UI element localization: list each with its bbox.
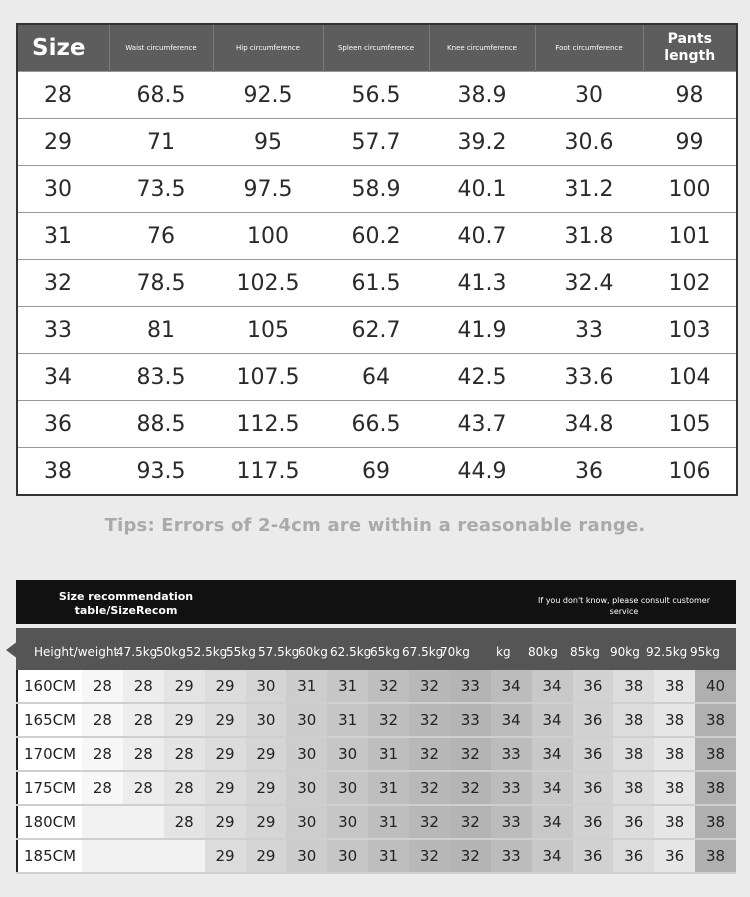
measurement-cell: 33.6 xyxy=(535,354,643,401)
measurement-cell: 36 xyxy=(535,448,643,496)
size-cell: 33 xyxy=(17,307,109,354)
size-cell: 30 xyxy=(17,166,109,213)
recommended-size-cell: 34 xyxy=(532,670,573,703)
weight-label: 62.5kg xyxy=(330,645,372,659)
recommended-size-cell: 36 xyxy=(573,839,614,873)
header-hip: Hip circumference xyxy=(213,24,323,72)
measurement-cell: 101 xyxy=(643,213,737,260)
measurement-cell: 117.5 xyxy=(213,448,323,496)
recommended-size-cell: 28 xyxy=(164,805,205,839)
table-row xyxy=(17,448,737,496)
recommended-size-cell: 38 xyxy=(695,771,736,805)
size-cell: 28 xyxy=(17,72,109,119)
recommended-size-cell: 38 xyxy=(695,805,736,839)
recommended-size-cell xyxy=(123,805,164,839)
recommended-size-cell: 31 xyxy=(327,670,368,703)
table-row xyxy=(17,737,736,771)
height-cell: 185CM xyxy=(17,839,82,873)
measurement-cell: 57.7 xyxy=(323,119,429,166)
recommended-size-cell: 34 xyxy=(532,839,573,873)
recommended-size-cell: 38 xyxy=(613,670,654,703)
measurement-cell: 100 xyxy=(643,166,737,213)
recommended-size-cell: 36 xyxy=(573,703,614,737)
recommended-size-cell: 29 xyxy=(246,737,287,771)
recommended-size-cell: 29 xyxy=(246,839,287,873)
recommended-size-cell: 32 xyxy=(450,737,491,771)
recommended-size-cell: 29 xyxy=(205,703,246,737)
measurement-cell: 68.5 xyxy=(109,72,213,119)
recommended-size-cell: 38 xyxy=(654,805,695,839)
recommended-size-cell: 32 xyxy=(368,670,409,703)
table-row xyxy=(17,72,737,119)
recommended-size-cell: 38 xyxy=(654,670,695,703)
measurement-cell: 73.5 xyxy=(109,166,213,213)
measurement-cell: 41.3 xyxy=(429,260,535,307)
header-spleen: Spleen circumference xyxy=(323,24,429,72)
recommended-size-cell: 34 xyxy=(491,670,532,703)
recommendation-header xyxy=(16,580,736,624)
recommendation-note: If you don't know, please consult customer service xyxy=(537,596,711,616)
weight-label: 92.5kg xyxy=(646,645,688,659)
recommended-size-cell: 33 xyxy=(491,737,532,771)
measurement-cell: 42.5 xyxy=(429,354,535,401)
table-row xyxy=(17,119,737,166)
recommended-size-cell: 34 xyxy=(532,703,573,737)
recommended-size-cell: 36 xyxy=(573,737,614,771)
recommended-size-cell: 28 xyxy=(123,670,164,703)
recommendation-title: Size recommendation table/SizeRecom xyxy=(58,590,194,617)
recommended-size-cell: 31 xyxy=(368,737,409,771)
height-cell: 165CM xyxy=(17,703,82,737)
measurement-cell: 69 xyxy=(323,448,429,496)
measurement-cell: 32.4 xyxy=(535,260,643,307)
recommended-size-cell: 34 xyxy=(532,805,573,839)
recommended-size-cell: 34 xyxy=(532,737,573,771)
table-row xyxy=(17,166,737,213)
height-weight-label: Height/weight xyxy=(34,645,119,659)
recommended-size-cell: 30 xyxy=(286,703,327,737)
measurement-cell: 64 xyxy=(323,354,429,401)
recommended-size-cell: 28 xyxy=(123,737,164,771)
measurement-cell: 44.9 xyxy=(429,448,535,496)
measurement-cell: 76 xyxy=(109,213,213,260)
recommended-size-cell: 38 xyxy=(613,703,654,737)
recommended-size-cell: 38 xyxy=(654,737,695,771)
weight-label: 47.5kg xyxy=(116,645,158,659)
recommended-size-cell: 30 xyxy=(327,737,368,771)
recommended-size-cell: 32 xyxy=(409,805,450,839)
recommendation-table xyxy=(16,670,736,874)
recommended-size-cell: 29 xyxy=(205,771,246,805)
recommended-size-cell: 32 xyxy=(409,703,450,737)
measurement-cell: 98 xyxy=(643,72,737,119)
recommended-size-cell: 33 xyxy=(491,839,532,873)
recommended-size-cell: 29 xyxy=(164,670,205,703)
recommended-size-cell: 30 xyxy=(286,805,327,839)
measurement-cell: 66.5 xyxy=(323,401,429,448)
recommended-size-cell: 30 xyxy=(327,771,368,805)
recommended-size-cell: 32 xyxy=(368,703,409,737)
recommended-size-cell: 32 xyxy=(409,670,450,703)
table-row xyxy=(17,670,736,703)
measurement-cell: 40.7 xyxy=(429,213,535,260)
table-row xyxy=(17,213,737,260)
measurement-cell: 95 xyxy=(213,119,323,166)
table-row xyxy=(17,307,737,354)
weight-label: 90kg xyxy=(610,645,640,659)
size-cell: 31 xyxy=(17,213,109,260)
table-row xyxy=(17,839,736,873)
recommended-size-cell: 32 xyxy=(409,839,450,873)
recommended-size-cell: 31 xyxy=(286,670,327,703)
height-cell: 160CM xyxy=(17,670,82,703)
recommended-size-cell: 28 xyxy=(164,737,205,771)
recommended-size-cell: 30 xyxy=(327,805,368,839)
recommended-size-cell: 31 xyxy=(368,839,409,873)
measurement-cell: 102 xyxy=(643,260,737,307)
measurement-cell: 106 xyxy=(643,448,737,496)
measurement-cell: 38.9 xyxy=(429,72,535,119)
recommended-size-cell: 29 xyxy=(205,737,246,771)
recommended-size-cell: 38 xyxy=(654,703,695,737)
measurement-cell: 83.5 xyxy=(109,354,213,401)
recommended-size-cell: 30 xyxy=(286,839,327,873)
measurement-cell: 103 xyxy=(643,307,737,354)
table-row xyxy=(17,354,737,401)
measurement-cell: 102.5 xyxy=(213,260,323,307)
measurement-cell: 78.5 xyxy=(109,260,213,307)
measurement-cell: 40.1 xyxy=(429,166,535,213)
recommended-size-cell: 32 xyxy=(409,771,450,805)
recommended-size-cell: 28 xyxy=(82,703,123,737)
weight-label: 55kg xyxy=(226,645,256,659)
measurement-cell: 41.9 xyxy=(429,307,535,354)
recommended-size-cell: 30 xyxy=(246,670,287,703)
recommended-size-cell xyxy=(82,839,123,873)
recommendation-column-header xyxy=(16,628,736,670)
recommendation-body xyxy=(17,670,736,873)
measurement-cell: 31.8 xyxy=(535,213,643,260)
measurement-cell: 31.2 xyxy=(535,166,643,213)
recommended-size-cell: 32 xyxy=(450,839,491,873)
recommended-size-cell: 38 xyxy=(695,703,736,737)
recommended-size-cell: 31 xyxy=(368,805,409,839)
recommended-size-cell: 29 xyxy=(246,805,287,839)
measurement-cell: 105 xyxy=(643,401,737,448)
left-arrow-icon xyxy=(6,641,18,659)
recommended-size-cell xyxy=(82,805,123,839)
measurement-cell: 71 xyxy=(109,119,213,166)
weight-label: 57.5kg xyxy=(258,645,300,659)
recommended-size-cell: 28 xyxy=(123,703,164,737)
recommended-size-cell: 29 xyxy=(246,771,287,805)
recommended-size-cell: 34 xyxy=(532,771,573,805)
recommended-size-cell: 28 xyxy=(123,771,164,805)
measurement-cell: 81 xyxy=(109,307,213,354)
header-waist: Waist circumference xyxy=(109,24,213,72)
height-cell: 170CM xyxy=(17,737,82,771)
recommended-size-cell: 28 xyxy=(82,670,123,703)
recommended-size-cell xyxy=(164,839,205,873)
header-size: Size xyxy=(17,24,109,72)
measurement-cell: 93.5 xyxy=(109,448,213,496)
measurement-cell: 61.5 xyxy=(323,260,429,307)
recommended-size-cell: 36 xyxy=(573,670,614,703)
measurement-cell: 30.6 xyxy=(535,119,643,166)
recommended-size-cell: 32 xyxy=(450,771,491,805)
weight-label: 85kg xyxy=(570,645,600,659)
recommended-size-cell: 31 xyxy=(368,771,409,805)
recommended-size-cell: 36 xyxy=(613,839,654,873)
recommended-size-cell: 33 xyxy=(491,805,532,839)
recommended-size-cell: 31 xyxy=(327,703,368,737)
height-cell: 175CM xyxy=(17,771,82,805)
table-row xyxy=(17,771,736,805)
size-chart-body xyxy=(17,72,737,496)
recommended-size-cell: 29 xyxy=(164,703,205,737)
recommended-size-cell: 38 xyxy=(613,771,654,805)
measurement-cell: 43.7 xyxy=(429,401,535,448)
measurement-cell: 39.2 xyxy=(429,119,535,166)
recommended-size-cell: 30 xyxy=(246,703,287,737)
weight-label: 67.5kg xyxy=(402,645,444,659)
measurement-cell: 104 xyxy=(643,354,737,401)
recommended-size-cell: 33 xyxy=(450,670,491,703)
measurement-cell: 34.8 xyxy=(535,401,643,448)
table-row xyxy=(17,401,737,448)
table-row xyxy=(17,805,736,839)
recommended-size-cell xyxy=(123,839,164,873)
measurement-cell: 112.5 xyxy=(213,401,323,448)
recommended-size-cell: 36 xyxy=(573,805,614,839)
size-cell: 36 xyxy=(17,401,109,448)
measurement-cell: 62.7 xyxy=(323,307,429,354)
recommended-size-cell: 32 xyxy=(450,805,491,839)
recommended-size-cell: 36 xyxy=(573,771,614,805)
weight-label: 60kg xyxy=(298,645,328,659)
recommended-size-cell: 38 xyxy=(695,839,736,873)
weight-label: 80kg xyxy=(528,645,558,659)
recommended-size-cell: 30 xyxy=(286,737,327,771)
size-cell: 34 xyxy=(17,354,109,401)
size-chart-table xyxy=(16,23,738,496)
recommended-size-cell: 28 xyxy=(82,771,123,805)
measurement-cell: 88.5 xyxy=(109,401,213,448)
table-row xyxy=(17,703,736,737)
size-cell: 38 xyxy=(17,448,109,496)
measurement-cell: 56.5 xyxy=(323,72,429,119)
recommended-size-cell: 33 xyxy=(450,703,491,737)
recommended-size-cell: 29 xyxy=(205,670,246,703)
header-foot: Foot circumference xyxy=(535,24,643,72)
recommended-size-cell: 33 xyxy=(491,771,532,805)
recommended-size-cell: 29 xyxy=(205,839,246,873)
recommended-size-cell: 30 xyxy=(327,839,368,873)
size-cell: 29 xyxy=(17,119,109,166)
header-knee: Knee circumference xyxy=(429,24,535,72)
recommended-size-cell: 36 xyxy=(613,805,654,839)
size-chart-header-row xyxy=(17,24,737,72)
measurement-cell: 105 xyxy=(213,307,323,354)
recommended-size-cell: 30 xyxy=(286,771,327,805)
tips-text: Tips: Errors of 2-4cm are within a reasonable range. xyxy=(104,515,646,536)
recommended-size-cell: 28 xyxy=(164,771,205,805)
measurement-cell: 30 xyxy=(535,72,643,119)
table-row xyxy=(17,260,737,307)
weight-label: 70kg xyxy=(440,645,470,659)
measurement-cell: 33 xyxy=(535,307,643,354)
recommended-size-cell: 36 xyxy=(654,839,695,873)
recommended-size-cell: 38 xyxy=(654,771,695,805)
weight-label: 50kg xyxy=(156,645,186,659)
size-cell: 32 xyxy=(17,260,109,307)
recommended-size-cell: 32 xyxy=(409,737,450,771)
measurement-cell: 97.5 xyxy=(213,166,323,213)
measurement-cell: 100 xyxy=(213,213,323,260)
height-cell: 180CM xyxy=(17,805,82,839)
measurement-cell: 60.2 xyxy=(323,213,429,260)
recommended-size-cell: 28 xyxy=(82,737,123,771)
recommended-size-cell: 38 xyxy=(695,737,736,771)
weight-label: 95kg xyxy=(690,645,720,659)
recommended-size-cell: 29 xyxy=(205,805,246,839)
recommended-size-cell: 40 xyxy=(695,670,736,703)
measurement-cell: 99 xyxy=(643,119,737,166)
weight-label: kg xyxy=(496,645,511,659)
recommended-size-cell: 38 xyxy=(613,737,654,771)
header-pants-length: Pants length xyxy=(643,24,737,72)
measurement-cell: 58.9 xyxy=(323,166,429,213)
weight-label: 65kg xyxy=(370,645,400,659)
measurement-cell: 107.5 xyxy=(213,354,323,401)
recommended-size-cell: 34 xyxy=(491,703,532,737)
measurement-cell: 92.5 xyxy=(213,72,323,119)
weight-label: 52.5kg xyxy=(186,645,228,659)
